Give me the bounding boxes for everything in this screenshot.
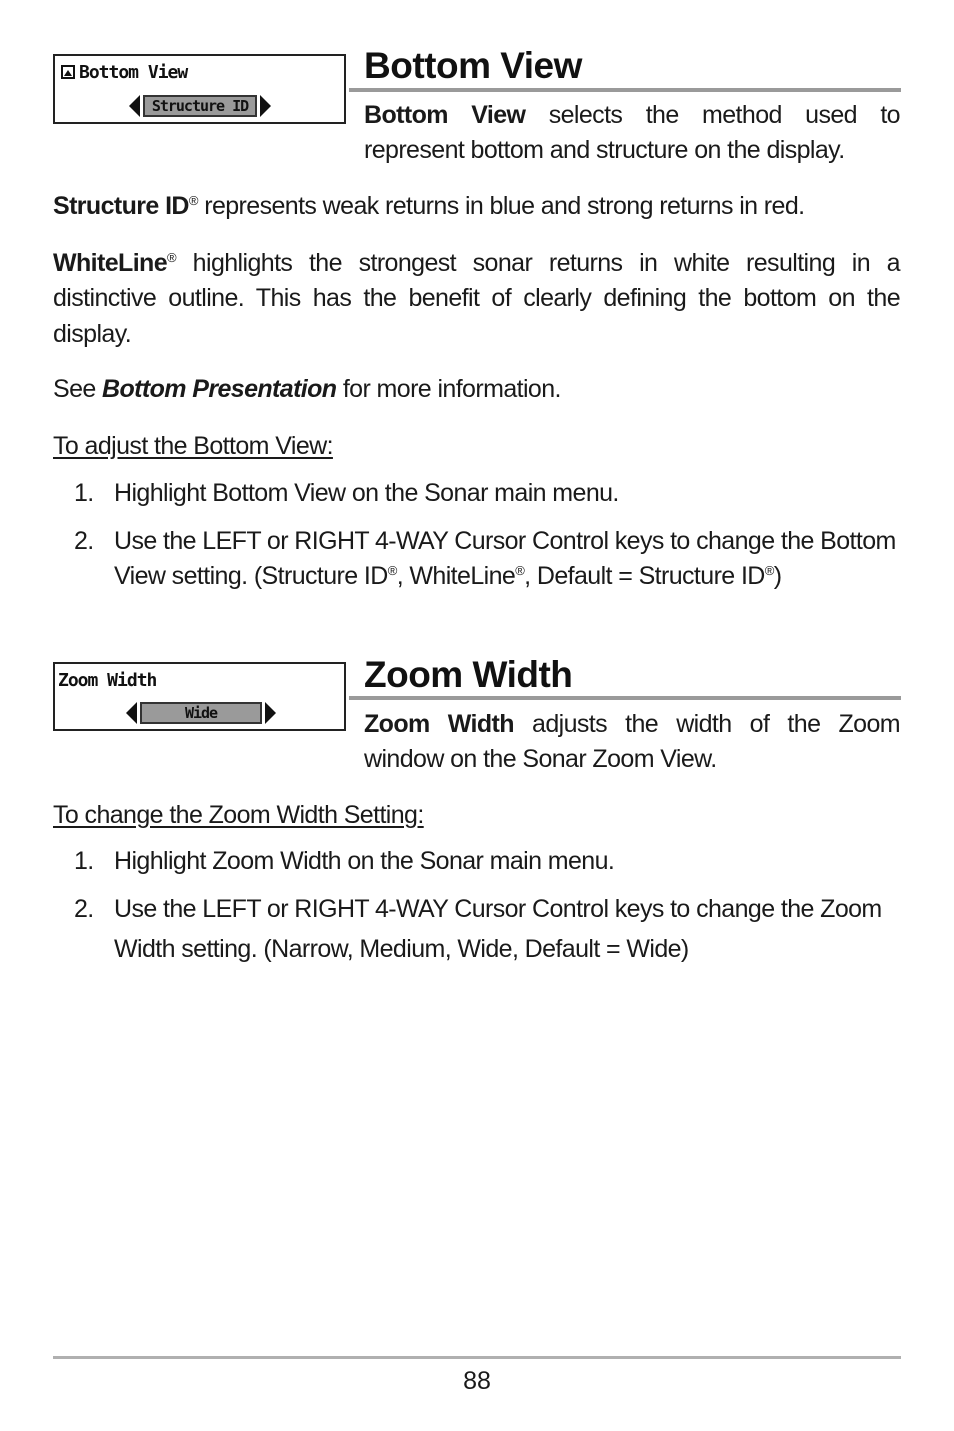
zoom-width-intro-line1 — [364, 707, 900, 742]
zoom-width-intro-term: Zoom Width — [364, 710, 514, 738]
zoom-width-heading-rule — [349, 696, 901, 700]
registered-mark: ® — [387, 563, 397, 578]
bottom-view-step1-number: 1. — [74, 479, 94, 507]
bottom-view-step1-text: Highlight Bottom View on the Sonar main menu. — [114, 479, 619, 507]
bottom-view-step2-number: 2. — [74, 527, 94, 555]
bottom-view-selected-value: Structure ID — [143, 95, 257, 117]
see-prefix: See — [53, 375, 103, 403]
bottom-view-selector — [129, 95, 271, 117]
step2-text-c: , Default = Structure ID — [524, 562, 765, 590]
bottom-view-menu-title-text: Bottom View — [79, 62, 188, 83]
zoom-width-intro-line2: window on the Sonar Zoom View. — [364, 745, 717, 773]
whiteline-line2: distinctive outline. This has the benefit of clearly defining the bottom on the — [53, 284, 900, 312]
left-arrow-icon — [126, 702, 137, 724]
bottom-view-step2-line1: Use the LEFT or RIGHT 4-WAY Cursor Control keys to change the Bottom — [114, 527, 896, 555]
zoom-width-procedure-title: To change the Zoom Width Setting: — [53, 801, 424, 829]
see-suffix: for more information. — [336, 375, 561, 403]
bottom-view-procedure-title: To adjust the Bottom View: — [53, 432, 333, 460]
zoom-width-selector — [126, 702, 276, 724]
whiteline-term: WhiteLine — [53, 249, 168, 277]
step2-text-d: ) — [773, 562, 782, 590]
bottom-presentation-reference: Bottom Presentation — [102, 375, 337, 403]
zoom-width-selected-value: Wide — [140, 702, 262, 724]
bottom-view-menu-box — [53, 54, 346, 124]
zoom-width-intro-rest: adjusts the width of the Zoom — [513, 710, 900, 738]
zoom-width-menu-box — [53, 662, 346, 731]
footer-rule — [53, 1356, 901, 1359]
left-arrow-icon — [129, 95, 140, 117]
zoom-width-step1-text: Highlight Zoom Width on the Sonar main menu. — [114, 847, 615, 875]
zoom-width-step2-number: 2. — [74, 895, 94, 923]
zoom-width-step2-line1: Use the LEFT or RIGHT 4-WAY Cursor Control keys to change the Zoom — [114, 895, 882, 923]
bottom-view-intro-term: Bottom View — [364, 101, 526, 129]
registered-mark: ® — [188, 193, 198, 208]
bottom-view-intro-rest: selects the method used to — [525, 101, 900, 129]
bottom-view-step2-line2 — [114, 559, 781, 594]
image-icon — [61, 65, 75, 79]
registered-mark: ® — [764, 563, 774, 578]
bottom-view-intro-line1 — [364, 98, 900, 133]
zoom-width-step1-number: 1. — [74, 847, 94, 875]
bottom-view-intro-line2: represent bottom and structure on the display. — [364, 136, 845, 164]
see-also-paragraph — [53, 372, 561, 407]
structure-id-term: Structure ID — [53, 192, 189, 220]
zoom-width-heading: Zoom Width — [364, 654, 573, 695]
registered-mark: ® — [167, 250, 177, 265]
bottom-view-heading-rule — [349, 88, 901, 92]
bottom-view-menu-title — [61, 62, 187, 83]
page-number: 88 — [463, 1367, 491, 1395]
registered-mark: ® — [515, 563, 525, 578]
step2-text-b: , WhiteLine — [396, 562, 516, 590]
bottom-view-heading: Bottom View — [364, 45, 582, 86]
zoom-width-menu-title: Zoom Width — [58, 670, 157, 691]
structure-id-desc: represents weak returns in blue and strong returns in red. — [197, 192, 805, 220]
zoom-width-step2-line2: Width setting. (Narrow, Medium, Wide, Default = Wide) — [114, 935, 689, 963]
structure-id-paragraph — [53, 189, 804, 224]
right-arrow-icon — [265, 702, 276, 724]
step2-text-a: View setting. (Structure ID — [114, 562, 388, 590]
whiteline-line1 — [53, 246, 900, 281]
whiteline-line3: display. — [53, 320, 132, 348]
right-arrow-icon — [260, 95, 271, 117]
whiteline-desc-1: highlights the strongest sonar returns in white resulting in a — [176, 249, 900, 277]
